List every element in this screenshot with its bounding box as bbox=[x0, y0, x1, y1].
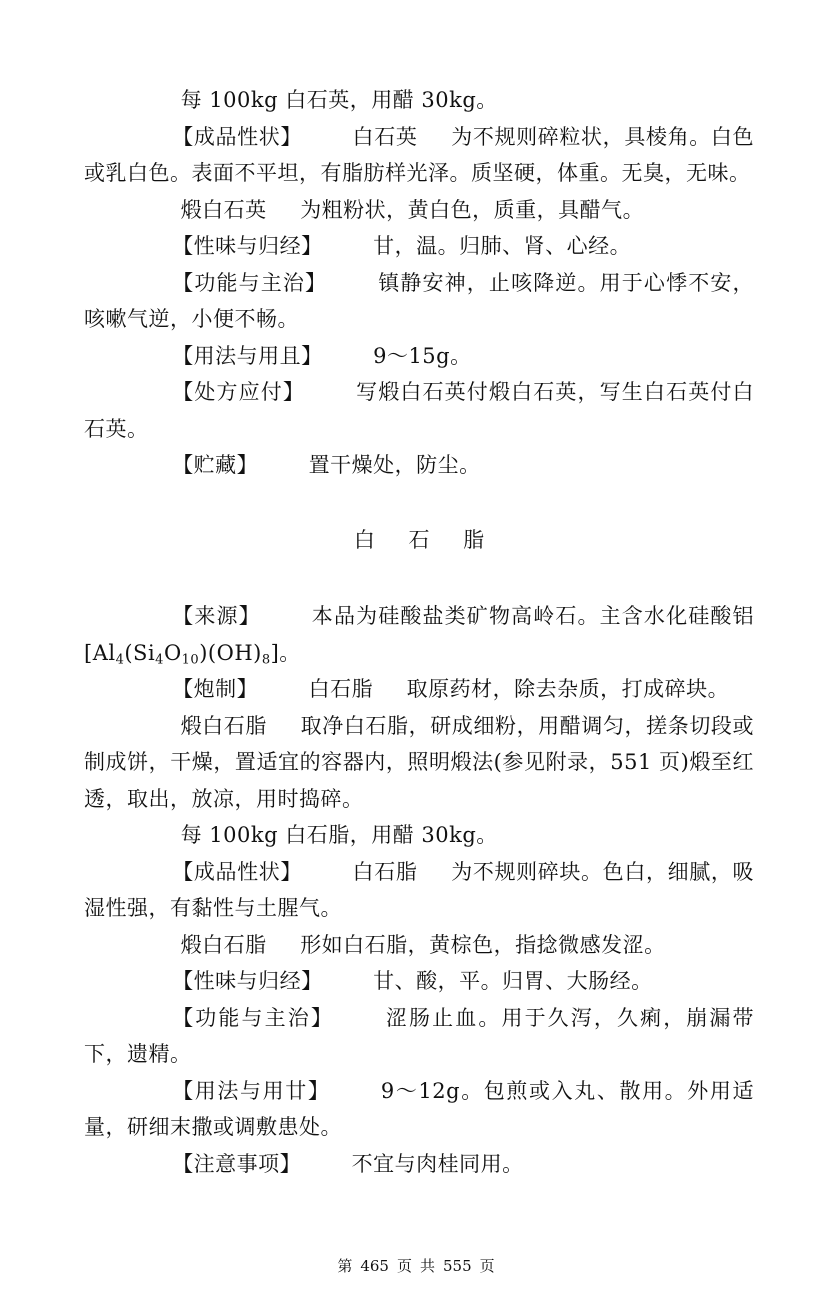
paragraph-text: 白石英 bbox=[352, 124, 418, 149]
top-section bbox=[84, 82, 754, 484]
paragraph-text: 每 100kg 白石英，用醋 30kg。 bbox=[180, 88, 498, 112]
paragraph bbox=[84, 708, 754, 818]
section-label: 【性味与归经】 bbox=[172, 969, 323, 993]
paragraph-text: 不宜与肉桂同用。 bbox=[351, 1151, 524, 1176]
paragraph bbox=[84, 1073, 754, 1146]
section-label: 【用法与用廿】 bbox=[172, 1078, 331, 1103]
paragraph bbox=[84, 119, 754, 192]
bottom-section bbox=[84, 671, 754, 1182]
section-label: 【处方应付】 bbox=[172, 380, 306, 404]
paragraph bbox=[84, 265, 754, 338]
paragraph-text: 取原药材，除去杂质，打成碎块。 bbox=[406, 677, 730, 701]
paragraph-text: 白石脂 bbox=[352, 859, 418, 884]
source-paragraph: 【来源】 本品为硅酸盐类矿物高岭石。主含水化硅酸铝$[Al_4(Si_4O_{10})(OH)_8]$。 bbox=[84, 604, 755, 667]
paragraph bbox=[84, 192, 754, 229]
section-label: 【炮制】 bbox=[172, 677, 259, 701]
paragraph-text: 甘、酸，平。归胃、大肠经。 bbox=[373, 969, 653, 993]
source-text: 本品为硅酸盐类矿物高岭石。主含水化硅酸铝[Al bbox=[84, 604, 755, 665]
section-label: 【功能与主治】 bbox=[172, 1005, 334, 1030]
paragraph-text: 涩肠止血。用于久泻，久痢，崩漏带下，遗精。 bbox=[84, 1005, 755, 1066]
paragraph-text: 煅白石脂 bbox=[180, 713, 267, 738]
paragraph-text: 白石脂 bbox=[308, 677, 374, 701]
page-number: 465 bbox=[360, 1257, 389, 1275]
paragraph bbox=[84, 817, 754, 854]
paragraph-text: 为粗粉状，黄白色，质重，具醋气。 bbox=[300, 197, 645, 222]
section-label: 【注意事项】 bbox=[172, 1151, 302, 1176]
section-label: 【成品性状】 bbox=[172, 859, 303, 884]
paragraph-text: 置干燥处，防尘。 bbox=[308, 453, 481, 477]
paragraph-text: 形如白石脂，黄棕色，指捻微感发涩。 bbox=[300, 932, 666, 957]
paragraph bbox=[84, 374, 754, 447]
section-label: 【功能与主治】 bbox=[172, 270, 328, 295]
section-title: 白石脂 bbox=[353, 527, 518, 552]
paragraph bbox=[84, 1146, 754, 1183]
paragraph-text: 甘，温。归肺、肾、心经。 bbox=[373, 234, 632, 258]
total-pages: 555 bbox=[443, 1257, 472, 1275]
paragraph bbox=[84, 338, 754, 375]
paragraph bbox=[84, 82, 754, 119]
page-footer: 第 465 页 共 555 页 bbox=[337, 1257, 495, 1275]
section-label: 【性味与归经】 bbox=[172, 234, 323, 258]
paragraph-text: 9～15g。 bbox=[373, 343, 472, 368]
paragraph-text: 煅白石脂 bbox=[180, 932, 267, 957]
document-page bbox=[84, 82, 754, 1182]
paragraph bbox=[84, 927, 754, 964]
paragraph-text: 每 100kg 白石脂，用醋 30kg。 bbox=[180, 823, 498, 847]
paragraph bbox=[84, 854, 754, 927]
paragraph-text: 写煅白石英付煅白石英，写生白石英付白石英。 bbox=[84, 380, 755, 441]
paragraph bbox=[84, 963, 754, 1000]
paragraph-text: 为不规则碎块。色白，细腻，吸湿性强，有黏性与土腥气。 bbox=[84, 859, 755, 920]
paragraph bbox=[84, 1000, 754, 1073]
paragraph-text: 镇静安神，止咳降逆。用于心悸不安，咳嗽气逆，小便不畅。 bbox=[84, 270, 755, 331]
section-label: 【用法与用且】 bbox=[172, 343, 323, 368]
paragraph bbox=[84, 671, 754, 708]
section-label: 【成品性状】 bbox=[172, 124, 303, 149]
paragraph-text: 煅白石英 bbox=[180, 197, 267, 222]
paragraph bbox=[84, 228, 754, 265]
paragraph bbox=[84, 447, 754, 484]
paragraph-text: 9～12g。包煎或入丸、散用。外用适量，研细末撒或调敷患处。 bbox=[84, 1078, 754, 1139]
section-label: 【贮藏】 bbox=[172, 453, 259, 477]
paragraph-text: 取净白石脂，研成细粉，用醋调匀，搓条切段或制成饼，干燥，置适宜的容器内，照明煅法(参见附录，551 页)煅至红透，取出，放凉，用时捣碎。 bbox=[84, 713, 755, 811]
paragraph-text: 为不规则碎粒状，具棱角。白色或乳白色。表面不平坦，有脂肪样光泽。质坚硬，体重。无臭，无味。 bbox=[84, 124, 755, 185]
source-label: 【来源】 bbox=[172, 604, 261, 628]
